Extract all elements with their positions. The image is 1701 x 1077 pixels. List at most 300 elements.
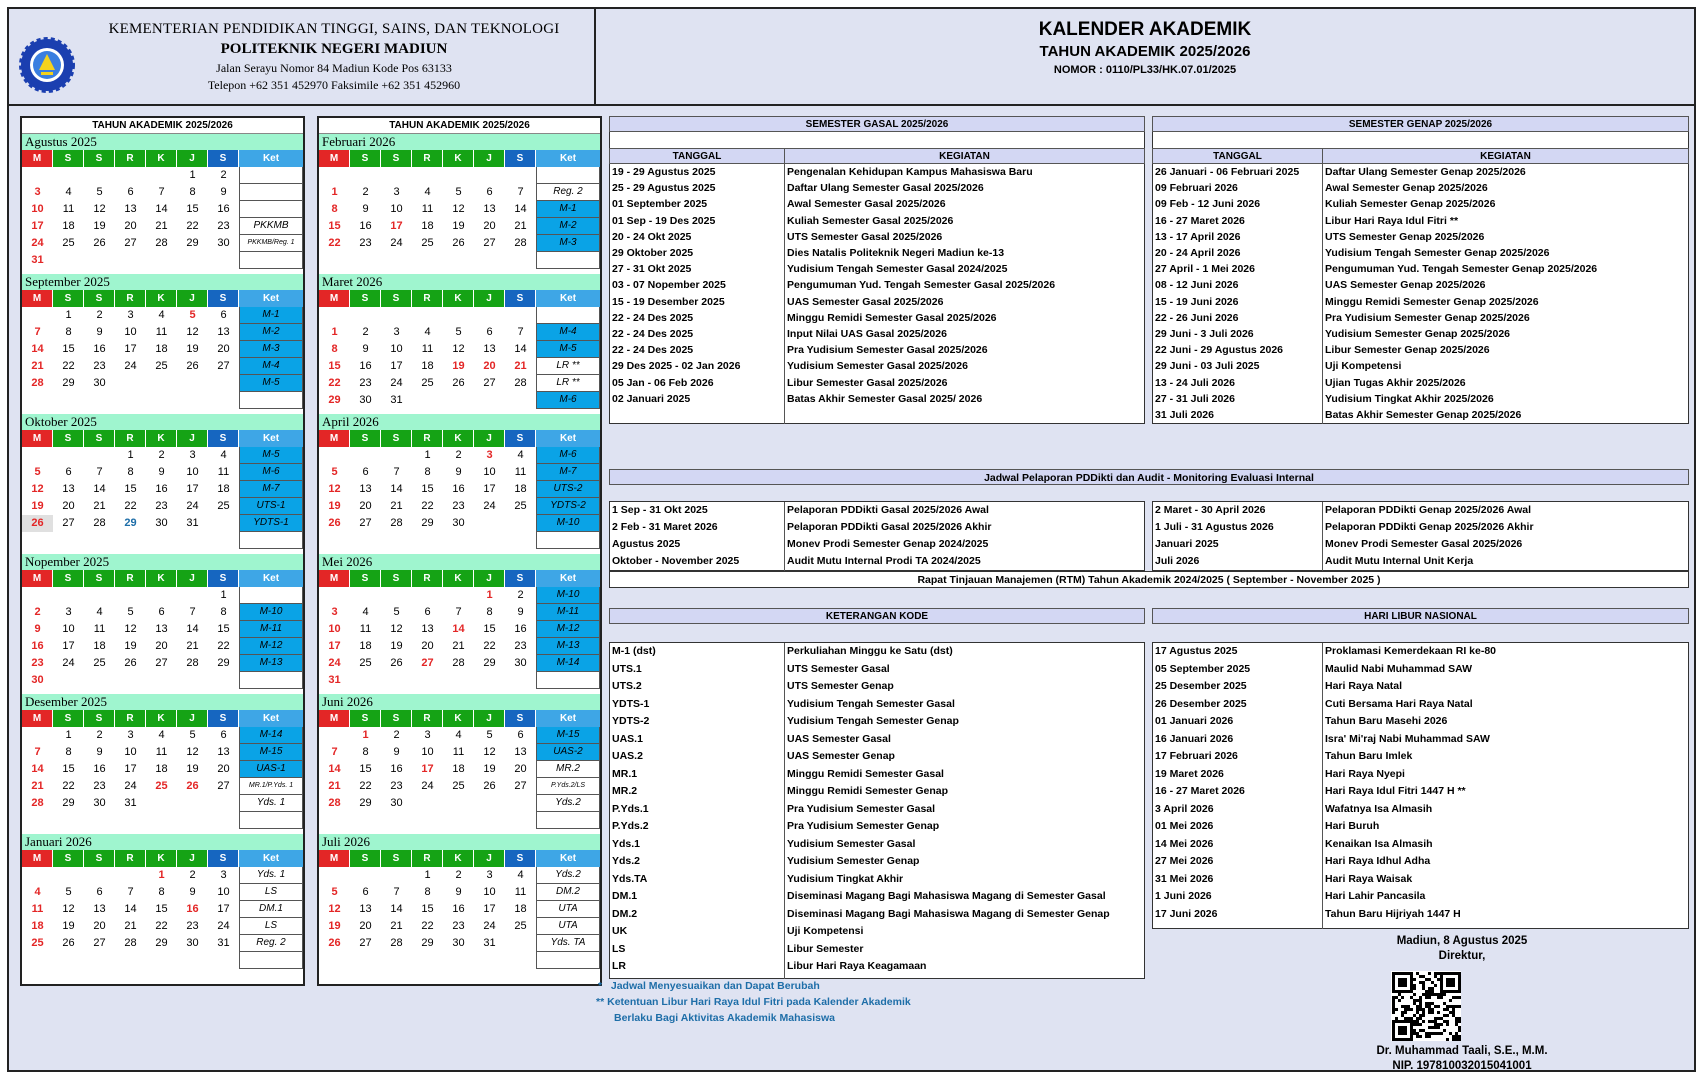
day-cell[interactable]: 16: [217, 203, 230, 215]
day-cell[interactable]: 3: [486, 869, 493, 881]
day-cell[interactable]: 17: [483, 903, 496, 915]
day-cell[interactable]: [84, 672, 115, 689]
day-cell[interactable]: 13: [217, 326, 230, 338]
day-cell[interactable]: 11: [155, 746, 168, 758]
day-cell[interactable]: [208, 952, 239, 969]
day-cell[interactable]: 31: [390, 394, 403, 406]
day-cell[interactable]: [84, 167, 115, 184]
day-cell[interactable]: 4: [220, 449, 227, 461]
day-cell[interactable]: 4: [158, 309, 165, 321]
day-cell[interactable]: 23: [390, 780, 403, 792]
day-cell[interactable]: [53, 447, 84, 464]
day-cell[interactable]: 24: [328, 657, 341, 669]
day-cell[interactable]: 7: [517, 326, 524, 338]
day-cell[interactable]: 29: [217, 657, 230, 669]
day-cell[interactable]: 18: [62, 220, 75, 232]
day-cell[interactable]: 30: [186, 937, 199, 949]
day-cell[interactable]: [505, 812, 536, 829]
day-cell[interactable]: 6: [220, 729, 227, 741]
day-cell[interactable]: 3: [34, 186, 41, 198]
day-cell[interactable]: [208, 392, 239, 409]
day-cell[interactable]: 25: [421, 377, 434, 389]
day-cell[interactable]: [505, 952, 536, 969]
day-cell[interactable]: [319, 447, 350, 464]
day-cell[interactable]: 24: [124, 360, 137, 372]
day-cell[interactable]: [177, 672, 208, 689]
day-cell[interactable]: 18: [359, 640, 372, 652]
day-cell[interactable]: 12: [31, 483, 44, 495]
day-cell[interactable]: 10: [62, 623, 75, 635]
day-cell[interactable]: 22: [155, 920, 168, 932]
day-cell[interactable]: 29: [421, 937, 434, 949]
day-cell[interactable]: [474, 672, 505, 689]
day-cell[interactable]: 17: [217, 903, 230, 915]
day-cell[interactable]: [208, 812, 239, 829]
day-cell[interactable]: 31: [328, 674, 341, 686]
day-cell[interactable]: 20: [359, 500, 372, 512]
day-cell[interactable]: 2: [220, 169, 227, 181]
day-cell[interactable]: [84, 252, 115, 269]
day-cell[interactable]: 2: [393, 729, 400, 741]
day-cell[interactable]: 27: [421, 657, 434, 669]
day-cell[interactable]: 29: [62, 377, 75, 389]
day-cell[interactable]: 23: [359, 377, 372, 389]
day-cell[interactable]: 13: [514, 746, 527, 758]
day-cell[interactable]: 10: [483, 886, 496, 898]
day-cell[interactable]: [474, 952, 505, 969]
day-cell[interactable]: [474, 532, 505, 549]
day-cell[interactable]: [350, 167, 381, 184]
day-cell[interactable]: 21: [514, 220, 527, 232]
day-cell[interactable]: [146, 532, 177, 549]
day-cell[interactable]: 2: [362, 326, 369, 338]
day-cell[interactable]: [115, 952, 146, 969]
day-cell[interactable]: [474, 307, 505, 324]
day-cell[interactable]: 8: [362, 746, 369, 758]
day-cell[interactable]: [53, 952, 84, 969]
day-cell[interactable]: 6: [362, 466, 369, 478]
day-cell[interactable]: [412, 587, 443, 604]
day-cell[interactable]: [53, 812, 84, 829]
day-cell[interactable]: 18: [217, 483, 230, 495]
day-cell[interactable]: [208, 795, 239, 812]
day-cell[interactable]: 24: [390, 237, 403, 249]
day-cell[interactable]: [412, 795, 443, 812]
day-cell[interactable]: [443, 167, 474, 184]
day-cell[interactable]: [115, 532, 146, 549]
day-cell[interactable]: [443, 252, 474, 269]
day-cell[interactable]: [115, 587, 146, 604]
day-cell[interactable]: 28: [31, 797, 44, 809]
day-cell[interactable]: [350, 447, 381, 464]
day-cell[interactable]: 2: [362, 186, 369, 198]
day-cell[interactable]: 8: [220, 606, 227, 618]
day-cell[interactable]: 21: [186, 640, 199, 652]
day-cell[interactable]: 11: [62, 203, 75, 215]
day-cell[interactable]: 9: [96, 326, 103, 338]
day-cell[interactable]: 10: [124, 326, 137, 338]
day-cell[interactable]: 19: [483, 763, 496, 775]
day-cell[interactable]: [115, 167, 146, 184]
day-cell[interactable]: 1: [486, 589, 493, 601]
day-cell[interactable]: [319, 532, 350, 549]
day-cell[interactable]: [443, 812, 474, 829]
day-cell[interactable]: 30: [452, 517, 465, 529]
day-cell[interactable]: [474, 812, 505, 829]
day-cell[interactable]: 25: [421, 237, 434, 249]
day-cell[interactable]: 8: [65, 746, 72, 758]
day-cell[interactable]: [412, 672, 443, 689]
day-cell[interactable]: 10: [328, 623, 341, 635]
day-cell[interactable]: 22: [62, 360, 75, 372]
day-cell[interactable]: 27: [483, 377, 496, 389]
day-cell[interactable]: 19: [328, 920, 341, 932]
day-cell[interactable]: 25: [217, 500, 230, 512]
day-cell[interactable]: [146, 812, 177, 829]
day-cell[interactable]: 11: [421, 343, 434, 355]
day-cell[interactable]: 4: [96, 606, 103, 618]
day-cell[interactable]: 4: [455, 729, 462, 741]
day-cell[interactable]: [505, 532, 536, 549]
day-cell[interactable]: 4: [158, 729, 165, 741]
day-cell[interactable]: 8: [331, 343, 338, 355]
day-cell[interactable]: [350, 672, 381, 689]
day-cell[interactable]: 4: [34, 886, 41, 898]
day-cell[interactable]: [22, 587, 53, 604]
day-cell[interactable]: [412, 812, 443, 829]
day-cell[interactable]: 19: [186, 343, 199, 355]
day-cell[interactable]: 1: [362, 729, 369, 741]
day-cell[interactable]: [350, 252, 381, 269]
day-cell[interactable]: [412, 252, 443, 269]
day-cell[interactable]: 21: [155, 220, 168, 232]
day-cell[interactable]: [115, 812, 146, 829]
day-cell[interactable]: 21: [390, 920, 403, 932]
day-cell[interactable]: 13: [421, 623, 434, 635]
day-cell[interactable]: [412, 307, 443, 324]
day-cell[interactable]: 7: [127, 886, 134, 898]
day-cell[interactable]: 18: [31, 920, 44, 932]
day-cell[interactable]: 30: [93, 377, 106, 389]
day-cell[interactable]: 12: [483, 746, 496, 758]
day-cell[interactable]: 11: [31, 903, 44, 915]
day-cell[interactable]: [208, 515, 239, 532]
day-cell[interactable]: 25: [514, 500, 527, 512]
day-cell[interactable]: 7: [517, 186, 524, 198]
day-cell[interactable]: 10: [421, 746, 434, 758]
day-cell[interactable]: [381, 672, 412, 689]
day-cell[interactable]: 24: [483, 500, 496, 512]
day-cell[interactable]: 22: [421, 500, 434, 512]
day-cell[interactable]: 29: [186, 237, 199, 249]
day-cell[interactable]: 3: [486, 449, 493, 461]
day-cell[interactable]: 17: [124, 343, 137, 355]
day-cell[interactable]: 2: [34, 606, 41, 618]
day-cell[interactable]: [350, 587, 381, 604]
day-cell[interactable]: 9: [393, 746, 400, 758]
day-cell[interactable]: [443, 587, 474, 604]
day-cell[interactable]: 3: [331, 606, 338, 618]
day-cell[interactable]: 10: [390, 343, 403, 355]
day-cell[interactable]: 10: [31, 203, 44, 215]
day-cell[interactable]: 30: [31, 674, 44, 686]
day-cell[interactable]: [177, 952, 208, 969]
day-cell[interactable]: 7: [189, 606, 196, 618]
day-cell[interactable]: 13: [483, 343, 496, 355]
day-cell[interactable]: 31: [217, 937, 230, 949]
day-cell[interactable]: 12: [124, 623, 137, 635]
day-cell[interactable]: 26: [186, 780, 199, 792]
day-cell[interactable]: 23: [186, 920, 199, 932]
day-cell[interactable]: 14: [514, 343, 527, 355]
day-cell[interactable]: 9: [189, 886, 196, 898]
day-cell[interactable]: 8: [127, 466, 134, 478]
day-cell[interactable]: 25: [514, 920, 527, 932]
day-cell[interactable]: 27: [217, 360, 230, 372]
day-cell[interactable]: [177, 812, 208, 829]
day-cell[interactable]: 26: [483, 780, 496, 792]
day-cell[interactable]: [505, 935, 536, 952]
day-cell[interactable]: 29: [62, 797, 75, 809]
day-cell[interactable]: [84, 952, 115, 969]
day-cell[interactable]: 1: [127, 449, 134, 461]
day-cell[interactable]: 20: [421, 640, 434, 652]
day-cell[interactable]: 5: [189, 729, 196, 741]
day-cell[interactable]: 13: [483, 203, 496, 215]
day-cell[interactable]: 1: [424, 449, 431, 461]
day-cell[interactable]: [84, 812, 115, 829]
day-cell[interactable]: [146, 375, 177, 392]
day-cell[interactable]: 18: [514, 483, 527, 495]
day-cell[interactable]: 25: [155, 360, 168, 372]
day-cell[interactable]: 13: [62, 483, 75, 495]
day-cell[interactable]: 16: [31, 640, 44, 652]
day-cell[interactable]: 27: [124, 237, 137, 249]
day-cell[interactable]: 28: [124, 937, 137, 949]
day-cell[interactable]: 18: [514, 903, 527, 915]
day-cell[interactable]: 25: [359, 657, 372, 669]
day-cell[interactable]: [208, 532, 239, 549]
day-cell[interactable]: 5: [34, 466, 41, 478]
day-cell[interactable]: 1: [189, 169, 196, 181]
day-cell[interactable]: [84, 532, 115, 549]
day-cell[interactable]: 15: [421, 903, 434, 915]
day-cell[interactable]: [443, 952, 474, 969]
day-cell[interactable]: [350, 952, 381, 969]
day-cell[interactable]: 13: [155, 623, 168, 635]
day-cell[interactable]: 7: [331, 746, 338, 758]
day-cell[interactable]: 8: [158, 886, 165, 898]
day-cell[interactable]: 29: [359, 797, 372, 809]
day-cell[interactable]: 18: [155, 343, 168, 355]
day-cell[interactable]: [177, 252, 208, 269]
day-cell[interactable]: 20: [155, 640, 168, 652]
day-cell[interactable]: 25: [155, 780, 168, 792]
day-cell[interactable]: 13: [217, 746, 230, 758]
day-cell[interactable]: [381, 587, 412, 604]
day-cell[interactable]: 19: [124, 640, 137, 652]
day-cell[interactable]: 10: [483, 466, 496, 478]
day-cell[interactable]: 7: [455, 606, 462, 618]
day-cell[interactable]: [22, 727, 53, 744]
day-cell[interactable]: 15: [328, 220, 341, 232]
day-cell[interactable]: 22: [62, 780, 75, 792]
day-cell[interactable]: 15: [62, 763, 75, 775]
day-cell[interactable]: [84, 867, 115, 884]
day-cell[interactable]: [84, 587, 115, 604]
day-cell[interactable]: [381, 812, 412, 829]
day-cell[interactable]: 30: [514, 657, 527, 669]
day-cell[interactable]: 27: [93, 937, 106, 949]
day-cell[interactable]: 13: [359, 483, 372, 495]
day-cell[interactable]: 26: [328, 937, 341, 949]
day-cell[interactable]: 17: [390, 220, 403, 232]
day-cell[interactable]: 19: [452, 360, 465, 372]
day-cell[interactable]: [146, 952, 177, 969]
day-cell[interactable]: [505, 392, 536, 409]
day-cell[interactable]: 23: [93, 780, 106, 792]
day-cell[interactable]: 26: [452, 237, 465, 249]
day-cell[interactable]: 12: [452, 343, 465, 355]
day-cell[interactable]: [319, 952, 350, 969]
day-cell[interactable]: 21: [452, 640, 465, 652]
day-cell[interactable]: [146, 587, 177, 604]
day-cell[interactable]: 16: [155, 483, 168, 495]
day-cell[interactable]: 1: [331, 326, 338, 338]
day-cell[interactable]: 18: [452, 763, 465, 775]
day-cell[interactable]: 26: [390, 657, 403, 669]
day-cell[interactable]: 5: [189, 309, 196, 321]
day-cell[interactable]: [146, 392, 177, 409]
day-cell[interactable]: 27: [155, 657, 168, 669]
day-cell[interactable]: 26: [186, 360, 199, 372]
day-cell[interactable]: 11: [359, 623, 372, 635]
day-cell[interactable]: [350, 812, 381, 829]
day-cell[interactable]: [53, 167, 84, 184]
day-cell[interactable]: 30: [93, 797, 106, 809]
day-cell[interactable]: [319, 252, 350, 269]
day-cell[interactable]: 31: [124, 797, 137, 809]
day-cell[interactable]: [474, 515, 505, 532]
day-cell[interactable]: 10: [186, 466, 199, 478]
day-cell[interactable]: 13: [93, 903, 106, 915]
day-cell[interactable]: [22, 952, 53, 969]
day-cell[interactable]: 2: [517, 589, 524, 601]
day-cell[interactable]: 19: [31, 500, 44, 512]
day-cell[interactable]: [474, 167, 505, 184]
day-cell[interactable]: 23: [93, 360, 106, 372]
day-cell[interactable]: 8: [424, 886, 431, 898]
day-cell[interactable]: 1: [331, 186, 338, 198]
day-cell[interactable]: [208, 252, 239, 269]
day-cell[interactable]: 16: [186, 903, 199, 915]
day-cell[interactable]: [177, 392, 208, 409]
day-cell[interactable]: [53, 252, 84, 269]
day-cell[interactable]: 28: [155, 237, 168, 249]
day-cell[interactable]: 3: [220, 869, 227, 881]
day-cell[interactable]: [350, 867, 381, 884]
day-cell[interactable]: 17: [124, 763, 137, 775]
day-cell[interactable]: 4: [362, 606, 369, 618]
day-cell[interactable]: [505, 795, 536, 812]
day-cell[interactable]: 23: [155, 500, 168, 512]
day-cell[interactable]: 30: [390, 797, 403, 809]
day-cell[interactable]: 12: [62, 903, 75, 915]
day-cell[interactable]: [22, 812, 53, 829]
day-cell[interactable]: 3: [424, 729, 431, 741]
day-cell[interactable]: 20: [359, 920, 372, 932]
day-cell[interactable]: 7: [34, 746, 41, 758]
day-cell[interactable]: 5: [331, 886, 338, 898]
day-cell[interactable]: 5: [96, 186, 103, 198]
day-cell[interactable]: 19: [390, 640, 403, 652]
day-cell[interactable]: 22: [421, 920, 434, 932]
day-cell[interactable]: 15: [217, 623, 230, 635]
day-cell[interactable]: [319, 812, 350, 829]
day-cell[interactable]: 9: [220, 186, 227, 198]
day-cell[interactable]: 20: [514, 763, 527, 775]
day-cell[interactable]: [319, 167, 350, 184]
day-cell[interactable]: 2: [455, 449, 462, 461]
day-cell[interactable]: [208, 672, 239, 689]
day-cell[interactable]: 28: [186, 657, 199, 669]
day-cell[interactable]: 3: [393, 326, 400, 338]
day-cell[interactable]: 3: [127, 729, 134, 741]
day-cell[interactable]: [177, 532, 208, 549]
day-cell[interactable]: [350, 307, 381, 324]
day-cell[interactable]: [115, 392, 146, 409]
day-cell[interactable]: [474, 252, 505, 269]
day-cell[interactable]: 25: [31, 937, 44, 949]
day-cell[interactable]: 5: [331, 466, 338, 478]
day-cell[interactable]: 1: [220, 589, 227, 601]
day-cell[interactable]: [115, 375, 146, 392]
day-cell[interactable]: 11: [452, 746, 465, 758]
day-cell[interactable]: [412, 952, 443, 969]
day-cell[interactable]: 9: [96, 746, 103, 758]
day-cell[interactable]: [22, 532, 53, 549]
day-cell[interactable]: 16: [452, 483, 465, 495]
day-cell[interactable]: [84, 447, 115, 464]
day-cell[interactable]: [146, 795, 177, 812]
day-cell[interactable]: 6: [96, 886, 103, 898]
day-cell[interactable]: 12: [452, 203, 465, 215]
day-cell[interactable]: [443, 672, 474, 689]
day-cell[interactable]: 22: [217, 640, 230, 652]
day-cell[interactable]: 27: [514, 780, 527, 792]
day-cell[interactable]: 11: [217, 466, 230, 478]
day-cell[interactable]: 24: [62, 657, 75, 669]
day-cell[interactable]: 7: [393, 466, 400, 478]
day-cell[interactable]: 15: [359, 763, 372, 775]
day-cell[interactable]: 17: [483, 483, 496, 495]
day-cell[interactable]: 29: [421, 517, 434, 529]
day-cell[interactable]: [412, 392, 443, 409]
day-cell[interactable]: 9: [362, 343, 369, 355]
day-cell[interactable]: 15: [155, 903, 168, 915]
day-cell[interactable]: 6: [220, 309, 227, 321]
day-cell[interactable]: 1: [65, 729, 72, 741]
day-cell[interactable]: [22, 392, 53, 409]
day-cell[interactable]: 15: [124, 483, 137, 495]
day-cell[interactable]: 14: [390, 483, 403, 495]
day-cell[interactable]: 17: [62, 640, 75, 652]
day-cell[interactable]: [474, 392, 505, 409]
day-cell[interactable]: 3: [189, 449, 196, 461]
day-cell[interactable]: 9: [158, 466, 165, 478]
day-cell[interactable]: 13: [359, 903, 372, 915]
day-cell[interactable]: [177, 795, 208, 812]
